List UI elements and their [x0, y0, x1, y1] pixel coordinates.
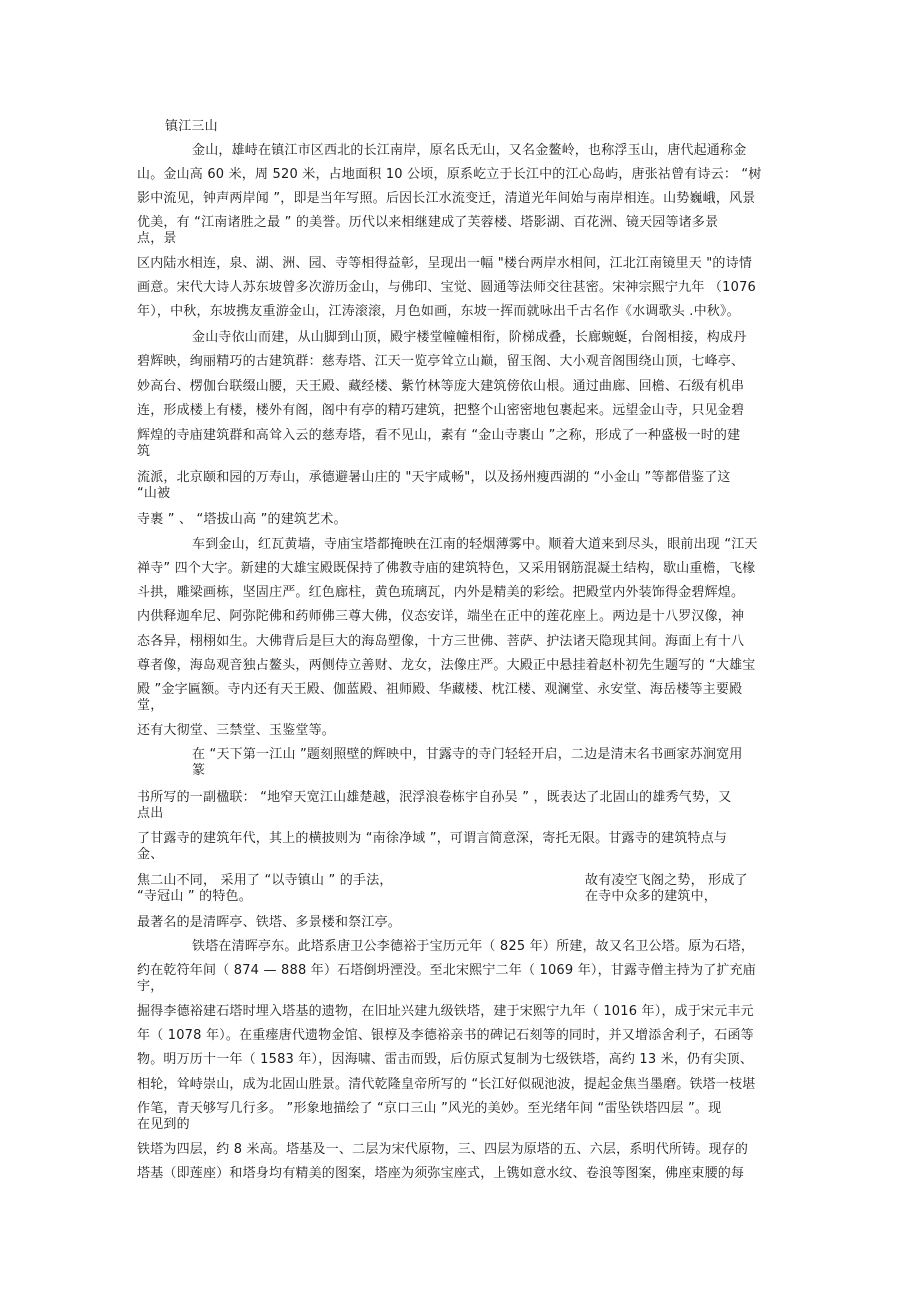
text-line: 相轮，耸峙崇山，成为北固山胜景。清代乾隆皇帝所写的 “长江好似砚池波，提起金焦当墨磨。铁塔一枝堪: [137, 1077, 756, 1092]
text-line: 尊者像，海岛观音独占鳌头，两侧侍立善财、龙女，法像庄严。大殿正中悬挂着赵朴初先生题写的 “大雄宝: [137, 658, 756, 673]
text-line: 物。明万历十一年（ 1583 年），因海啸、雷击而毁，后仿原式复制为七级铁塔，高约 13 米，仍有尖顶、: [137, 1052, 754, 1067]
text-line: 金山寺依山而建，从山脚到山顶，殿宇楼堂幢幢相衔，阶梯成叠，长廊蜿蜒，台阁相接，构成丹: [192, 330, 747, 345]
text-line: 最著名的是清晖亭、铁塔、多景楼和祭江亭。: [137, 915, 402, 930]
text-line: 辉煌的寺庙建筑群和高耸入云的慈寿塔，看不见山，素有 “金山寺裹山 ”之称，形成了一种盛极一时的建: [137, 428, 741, 443]
text-line: 篆: [192, 763, 206, 778]
text-line: 内供释迦牟尼、阿弥陀佛和药师佛三尊大佛，仪态安详，端坐在正中的莲花座上。两边是十八罗汉像，神: [137, 609, 745, 624]
text-line: 故有凌空飞阁之势， 形成了: [585, 873, 748, 888]
text-line: 影中流见，钟声两岸闻 ”，即是当年写照。后因长江水流变迁，清道光年间始与南岸相连。山势巍峨，风景: [137, 191, 756, 206]
text-line: 山。金山高 60 米，周 520 米，占地面积 10 公顷，原系屹立于长江中的江心岛屿，唐张祜曾有诗云： “树: [137, 167, 762, 182]
text-line: 还有大彻堂、三禁堂、玉鉴堂等。: [137, 723, 336, 738]
text-line: 铁塔为四层，约 8 米高。塔基及一、二层为宋代原物，三、四层为原塔的五、六层，系明代所铸。现存的: [137, 1142, 749, 1157]
text-line: 铁塔在清晖亭东。此塔系唐卫公李德裕于宝历元年（ 825 年）所建，故又名卫公塔。原为石塔，: [192, 939, 755, 954]
text-line: 态各异，栩栩如生。大佛背后是巨大的海岛塑像，十方三世佛、菩萨、护法诸天隐现其间。海面上有十八: [137, 634, 745, 649]
text-line: 禅寺” 四个大字。新建的大雄宝殿既保持了佛教寺庙的建筑特色，又采用钢筋混凝土结构，歇山重檐，飞椽: [137, 561, 756, 576]
text-line: 在见到的: [137, 1117, 190, 1132]
text-line: 年（ 1078 年）。在重瘗唐代遗物金馆、银椁及李德裕亲书的碑记石刻等的同时，并又增添舍利子，石函等: [137, 1028, 754, 1043]
text-line: 堂，: [137, 698, 164, 713]
text-line: 焦二山不同， 采用了 “以寺镇山 ” 的手法，: [137, 873, 393, 888]
text-line: 作笔，青天够写几行多。 ”形象地描绘了 “京口三山 ”风光的美妙。至光绪年间 “雷坠铁塔四层 ”。现: [137, 1101, 722, 1116]
text-line: 区内陆水相连，泉、湖、洲、园、寺等相得益彰，呈现出一幅 "楼台两岸水相间，江北江南镜里天 "的诗情: [137, 256, 753, 271]
text-line: 掘得李德裕建石塔时埋入塔基的遗物，在旧址兴建九级铁塔，建于宋熙宁九年（ 1016 年），成于宋元丰元: [137, 1004, 754, 1019]
text-line: 斗拱，雕梁画栋，坚固庄严。红色廊柱，黄色琉璃瓦，内外是精美的彩绘。把殿堂内外装饰得金碧辉煌。: [137, 585, 745, 600]
text-line: 点出: [137, 806, 164, 821]
text-line: 妙高台、楞伽台联缀山腰，天王殿、藏经楼、紫竹林等庞大建筑傍依山根。通过曲廊、回檐、石级有机串: [137, 379, 745, 394]
text-line: 寺裹 ” 、 “塔拔山高 ”的建筑艺术。: [137, 512, 347, 527]
text-line: 碧辉映，绚丽精巧的古建筑群：慈寿塔、江天一览亭耸立山巅，留玉阁、大小观音阁围绕山顶，七峰亭、: [137, 354, 745, 369]
text-line: “山被: [137, 486, 171, 501]
text-line: 连，形成楼上有楼，楼外有阁，阁中有亭的精巧建筑，把整个山密密地包裹起来。远望金山寺，只见金碧: [137, 403, 745, 418]
text-line: 在 “天下第一江山 ”题刻照壁的辉映中，甘露寺的寺门轻轻开启，二边是清末名书画家苏涧宽用: [192, 747, 743, 762]
text-line: 金、: [137, 847, 164, 862]
text-line: 流派，北京颐和园的万寿山，承德避暑山庄的 "天宇咸畅"，以及扬州瘦西湖的 “小金山 ”等都借鉴了这: [137, 470, 731, 485]
text-line: 约在乾符年间（ 874 — 888 年）石塔倒坍湮没。至北宋熙宁二年（ 1069 年），甘露寺僧主持为了扩充庙: [137, 963, 757, 978]
text-line: 点，景: [137, 231, 177, 246]
text-line: 筑: [137, 444, 151, 459]
text-line: 书所写的一副楹联： “地窄天宽江山雄楚越，泯浮浪卷栋宇自孙吴 ” ，既表达了北固山的雄秀气势，又: [137, 790, 732, 805]
text-line: 金山，雄峙在镇江市区西北的长江南岸，原名氐无山，又名金鳌岭，也称浮玉山，唐代起通称金: [192, 143, 747, 158]
text-line: 优美，有 “江南诸胜之最 ” 的美誉。历代以来相继建成了芙蓉楼、塔影湖、百花洲、镜天园等诸多景: [137, 215, 719, 230]
text-line: 塔基（即莲座）和塔身均有精美的图案，塔座为须弥宝座式，上镌如意水纹、卷浪等图案，佛座束腰的每: [137, 1166, 745, 1181]
document-title: 镇江三山: [165, 119, 218, 134]
text-line: 画意。宋代大诗人苏东坡曾多次游历金山，与佛印、宝觉、圆通等法师交往甚密。宋神宗熙宁九年 （1076: [137, 280, 757, 295]
text-line: 在寺中众多的建筑中，: [585, 889, 718, 904]
text-line: 殿 ”金字匾额。寺内还有天王殿、伽蓝殿、祖师殿、华藏楼、枕江楼、观澜堂、永安堂、海岳楼等主要殿: [137, 682, 743, 697]
text-line: 宇，: [137, 979, 164, 994]
text-line: 车到金山，红瓦黄墙，寺庙宝塔都掩映在江南的轻烟薄雾中。顺着大道来到尽头，眼前出现 “江天: [192, 537, 758, 552]
text-line: 年），中秋，东坡携友重游金山，江涛滚滚，月色如画，东坡一挥而就咏出千古名作《水调歌头 .中秋》。: [137, 304, 740, 319]
text-line: 了甘露寺的建筑年代，其上的横披则为 “南徐净域 ”，可谓言简意深，寄托无限。甘露寺的建筑特点与: [137, 831, 728, 846]
text-line: “寺冠山 ” 的特色。: [137, 889, 252, 904]
